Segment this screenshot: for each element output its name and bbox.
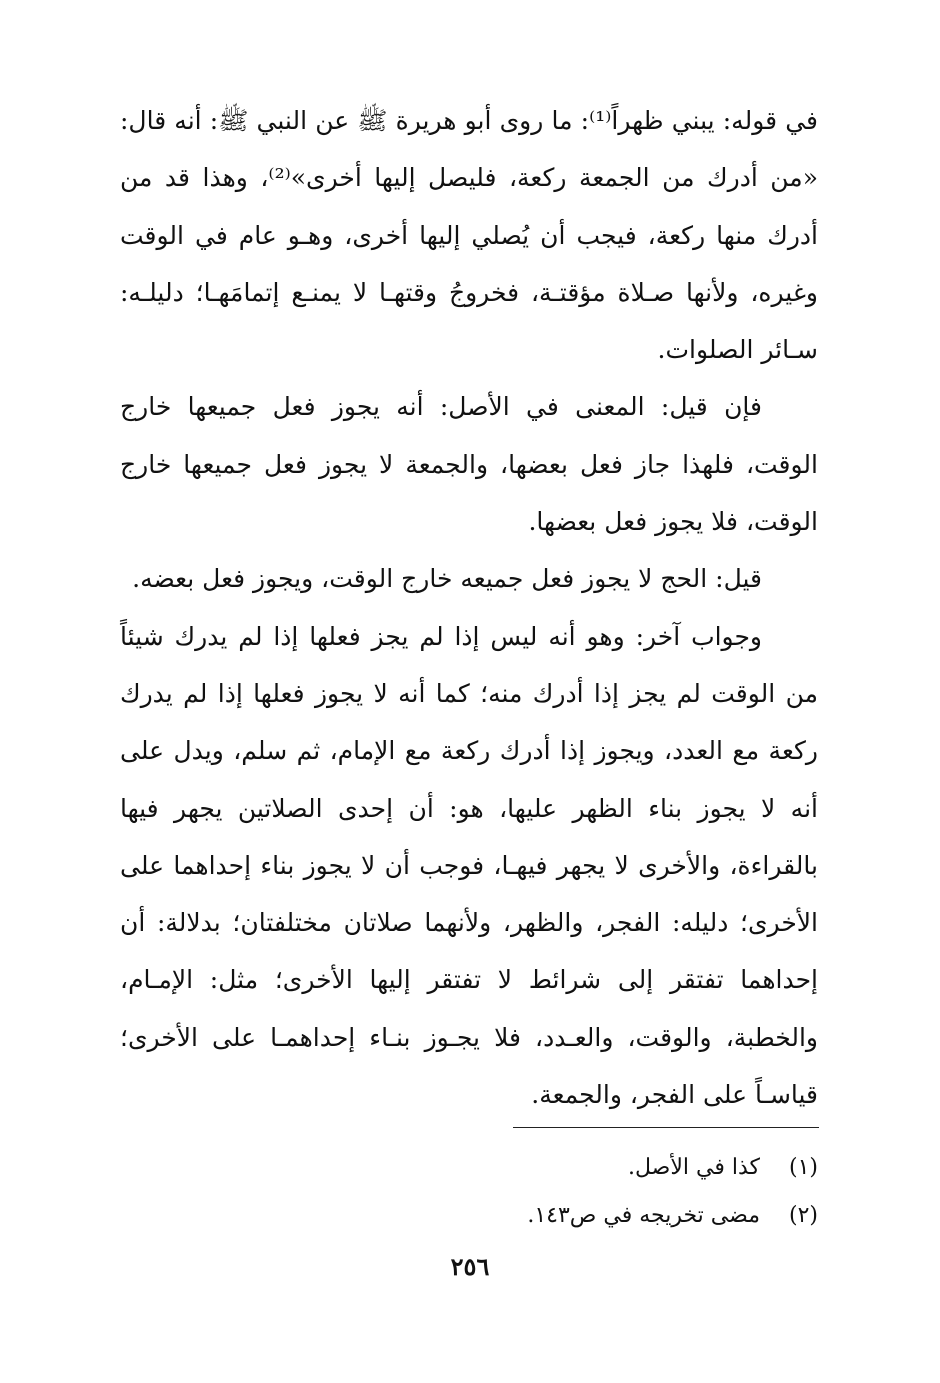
paragraph-1: في قوله: يبني ظهراً⁽¹⁾: ما روى أبو هريرة ﷺ عن النبي ﷺ: أنه قال: «من أدرك من الجمعة ركعة، فليصل إليها أخرى»⁽²⁾، وهذا قد من أدرك منها ركعة، فيجب أن يُصلي إليها أخرى، وهـو عام في الوقت وغيره، ولأنها صـلاة مؤقتـة، فخروجُ وقتهـا لا يمنـع إتمامَهـا؛ دليلـه: سـائر الصلوات. [120, 106, 818, 365]
paragraph-4: وجواب آخر: وهو أنه ليس إذا لم يجز فعلها إذا لم يدرك شيئاً من الوقت لم يجز إذا أدرك منه؛ كما أنه لا يجوز فعلها إذا لم يدرك ركعة مع العدد، ويجوز إذا أدرك ركعة مع الإمام، ثم سلم، ويدل على أنه لا يجوز بناء الظهر عليها، هو: أن إحدى الصلاتين يجهر فيها بالقراءة، والأخرى لا يجهر فيهـا، فوجب أن لا يجوز بناء إحداهما على الأخرى؛ دليله: الفجر، والظهر، ولأنهما صلاتان مختلفتان؛ بدلالة: أن إحداهما تفتقر إلى شرائط لا تفتقر إليها الأخرى؛ مثل: الإمـام، والخطبة، والوقت، والعـدد، فلا يجـوز بنـاء إحداهمـا على الأخرى؛ قياسـاً على الفجر، والجمعة. [120, 621, 818, 1110]
paragraph-3: قيل: الحج لا يجوز فعل جميعه خارج الوقت، ويجوز فعل بعضه. [132, 564, 762, 594]
footnote-text: كذا في الأصل. [628, 1155, 760, 1180]
main-text [120, 92, 818, 1123]
footnote-number: (٢) [788, 1203, 818, 1228]
footnotes [120, 1144, 818, 1240]
paragraph-2: فإن قيل: المعنى في الأصل: أنه يجوز فعل جميعها خارج الوقت، فلهذا جاز فعل بعضها، والجمعة لا يجوز فعل جميعها خارج الوقت، فلا يجوز فعل بعضها. [120, 392, 818, 537]
footnote-divider [513, 1127, 819, 1128]
page-number: ٢٥٦ [450, 1252, 490, 1281]
footnote-2 [120, 1192, 818, 1240]
footnote-1 [120, 1144, 818, 1192]
footnote-text: مضى تخريجه في ص١٤٣. [527, 1203, 760, 1228]
footnote-number: (١) [788, 1155, 818, 1180]
